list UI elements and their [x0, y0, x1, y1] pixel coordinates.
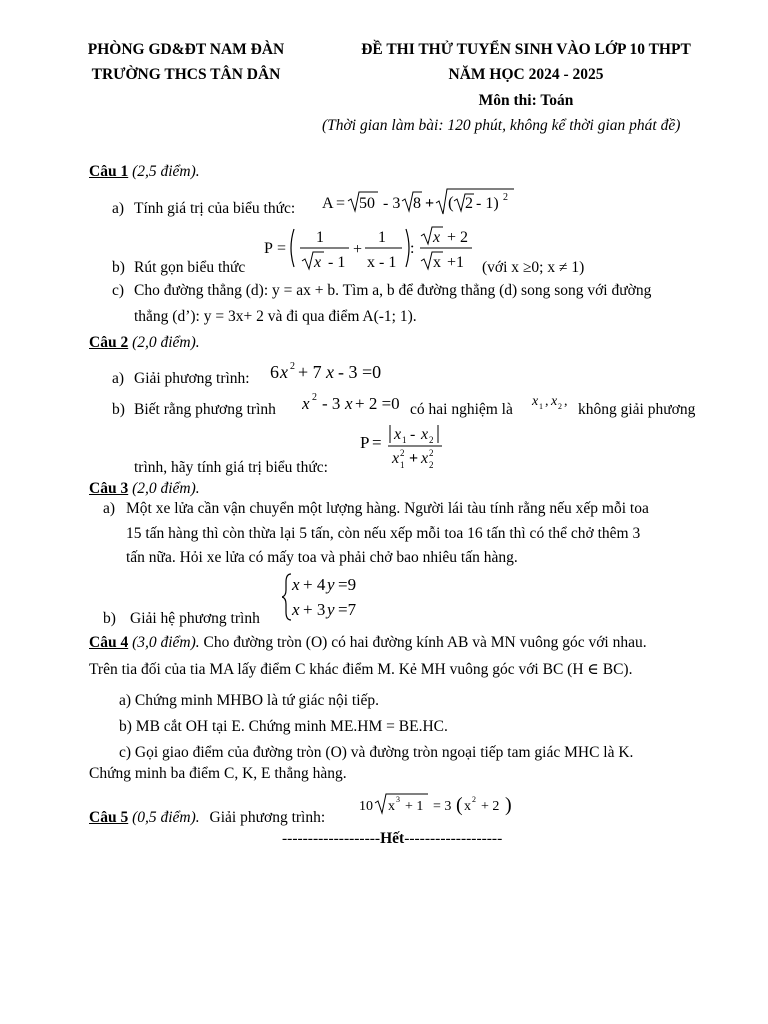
svg-text:6: 6: [270, 362, 279, 382]
svg-text:+ 3: + 3: [303, 600, 326, 619]
svg-text:2: 2: [472, 795, 476, 804]
q2b-roots: [530, 389, 576, 413]
q4c-text-line1: c) Gọi giao điểm của đường tròn (O) và đường tròn ngoại tiếp tam giác MHC là K.: [119, 744, 634, 761]
q2a-equation: [270, 358, 390, 384]
q2-points: (2,0 điểm).: [132, 334, 200, 351]
q1c-label: c): [112, 282, 125, 299]
school-year: NĂM HỌC 2024 - 2025: [448, 66, 604, 83]
q2a-label: a): [112, 370, 125, 387]
svg-text:): ): [505, 794, 512, 816]
svg-text:+: +: [409, 450, 419, 467]
svg-text:- 1): - 1): [476, 195, 499, 212]
q2-heading: [89, 334, 200, 352]
q2a-text: Giải phương trình:: [134, 370, 250, 387]
q1b-label: b): [112, 259, 125, 276]
svg-text:P: P: [264, 240, 273, 257]
svg-text:- 3: - 3: [383, 195, 401, 212]
svg-text:x: x: [345, 394, 353, 413]
svg-text:x: x: [314, 254, 322, 271]
svg-text:-: -: [410, 426, 416, 443]
svg-text:x: x: [551, 394, 558, 409]
q4c-text-line2: Chứng minh ba điểm C, K, E thẳng hàng.: [89, 765, 347, 782]
svg-text:x: x: [394, 426, 402, 443]
svg-text:+ 7: + 7: [298, 362, 322, 382]
q1b-expression: [264, 223, 484, 273]
svg-text:+: +: [425, 195, 435, 212]
svg-text:x: x: [280, 362, 288, 382]
svg-text:P: P: [360, 433, 370, 452]
svg-text:2: 2: [312, 392, 317, 403]
q4-points: (3,0 điểm).: [132, 634, 200, 651]
q3-title: Câu 3: [89, 480, 129, 497]
svg-text:y: y: [327, 600, 335, 619]
q2b-label: b): [112, 401, 125, 418]
q1c-text-line1: Cho đường thẳng (d): y = ax + b. Tìm a, b để đường thẳng (d) song song với đường: [134, 282, 652, 299]
svg-text:x: x: [433, 254, 441, 271]
time-note: (Thời gian làm bài: 120 phút, không kể thời gian phát đề): [322, 117, 681, 134]
q5-heading: [89, 809, 325, 827]
svg-text:2: 2: [558, 402, 562, 411]
q1b-condition: (với x ≥0; x ≠ 1): [482, 259, 585, 276]
q1-heading: [89, 163, 200, 181]
q1a-expression: [322, 187, 522, 217]
q5-points: (0,5 điểm).: [132, 809, 200, 826]
svg-text:x: x: [388, 799, 395, 814]
q4-title: Câu 4: [89, 634, 129, 651]
svg-text:x: x: [292, 575, 300, 594]
q1a-text: Tính giá trị của biểu thức:: [134, 200, 296, 217]
svg-text:(: (: [456, 794, 463, 816]
svg-text:x: x: [421, 450, 429, 467]
svg-text:1: 1: [378, 229, 386, 246]
svg-text:2: 2: [465, 195, 473, 212]
q1-points: (2,5 điểm).: [132, 163, 200, 180]
svg-text:x: x: [421, 426, 429, 443]
svg-text:x: x: [302, 394, 310, 413]
svg-text:10: 10: [359, 799, 373, 814]
svg-text:1: 1: [539, 402, 543, 411]
svg-text:2: 2: [290, 361, 295, 372]
svg-text:x: x: [392, 450, 400, 467]
svg-text:x - 1: x - 1: [367, 254, 397, 271]
svg-text:2: 2: [429, 460, 434, 470]
svg-text:= 3: = 3: [433, 799, 452, 814]
end-dashes-right: -------------------: [404, 830, 503, 847]
q5-title: Câu 5: [89, 809, 129, 826]
svg-text:x: x: [433, 229, 441, 246]
q1b-text: Rút gọn biểu thức: [134, 259, 246, 276]
exam-title: ĐỀ THI THỬ TUYỂN SINH VÀO LỚP 10 THPT: [361, 41, 691, 58]
end-dashes-left: -------------------: [282, 830, 381, 847]
q4-heading: [89, 634, 647, 652]
q2b-text-3: không giải phương: [578, 401, 696, 418]
svg-text:+ 2 =0: + 2 =0: [355, 394, 400, 413]
q2-title: Câu 2: [89, 334, 129, 351]
school-dept: PHÒNG GD&ĐT NAM ĐÀN: [87, 41, 285, 58]
svg-text:2: 2: [429, 448, 434, 458]
q2b-expression: [360, 421, 450, 473]
svg-text:+ 1: + 1: [405, 799, 424, 814]
svg-text:+ 2: + 2: [481, 799, 500, 814]
q4-text-line2: Trên tia đối của tia MA lấy điểm C khác điểm M. Kẻ MH vuông góc với BC (H ∈ BC).: [89, 661, 633, 678]
svg-text:=: =: [336, 195, 346, 212]
q3-points: (2,0 điểm).: [132, 480, 200, 497]
svg-text:=7: =7: [338, 600, 357, 619]
q3b-label: b): [103, 610, 116, 627]
svg-text:x: x: [292, 600, 300, 619]
svg-text:y: y: [327, 575, 335, 594]
svg-text:(: (: [448, 193, 454, 212]
svg-text:+: +: [353, 241, 363, 258]
svg-text:50: 50: [359, 195, 375, 212]
svg-text:,: ,: [545, 394, 549, 409]
svg-text:x: x: [326, 362, 334, 382]
subject: Môn thi: Toán: [478, 92, 574, 109]
svg-text:8: 8: [413, 195, 421, 212]
end-label: Hết: [380, 830, 405, 847]
svg-text:- 3 =0: - 3 =0: [338, 362, 382, 382]
svg-text:+1: +1: [447, 254, 465, 271]
q1a-label: a): [112, 200, 125, 217]
q3a-text-line2: 15 tấn hàng thì còn thừa lại 5 tấn, còn nếu xếp mỗi toa 16 tấn thì có thể chở thêm 3: [126, 525, 641, 542]
svg-text:=: =: [277, 240, 287, 257]
q2b-text-1: Biết rằng phương trình: [134, 401, 276, 418]
q5-text: Giải phương trình:: [209, 809, 326, 826]
q3b-text: Giải hệ phương trình: [130, 610, 260, 627]
q2b-text-2: có hai nghiệm là: [410, 401, 513, 418]
q3a-text-line3: tấn nữa. Hỏi xe lửa có mấy toa và phải chở bao nhiêu tấn hàng.: [126, 549, 518, 566]
svg-text:+ 4: + 4: [303, 575, 326, 594]
q2b-equation: [302, 390, 412, 416]
svg-text:2: 2: [429, 435, 434, 445]
svg-text:A: A: [322, 195, 334, 212]
q4b-text: b) MB cắt OH tại E. Chứng minh ME.HM = BE.HC.: [119, 718, 448, 735]
svg-text:,: ,: [564, 394, 568, 409]
svg-text:- 1: - 1: [328, 254, 346, 271]
q5-equation: [359, 790, 524, 818]
q3-heading: [89, 480, 200, 498]
svg-text:x: x: [532, 394, 539, 409]
svg-text:+ 2: + 2: [447, 229, 469, 246]
svg-text:x: x: [464, 799, 471, 814]
svg-text:1: 1: [400, 460, 405, 470]
q1-title: Câu 1: [89, 163, 129, 180]
svg-text:1: 1: [316, 229, 324, 246]
svg-text::: :: [410, 240, 415, 257]
end-line: [282, 830, 502, 848]
svg-text:3: 3: [396, 795, 400, 804]
svg-text:1: 1: [402, 435, 407, 445]
q1c-text-line2: thẳng (d’): y = 3x+ 2 và đi qua điểm A(-1; 1).: [134, 308, 417, 325]
svg-text:- 3: - 3: [322, 394, 341, 413]
q2b-text-4: trình, hãy tính giá trị biểu thức:: [134, 459, 328, 476]
school-name: TRƯỜNG THCS TÂN DÂN: [91, 66, 281, 83]
svg-text:=: =: [372, 433, 382, 452]
q3a-label: a): [103, 500, 116, 517]
q4-text-line1: Cho đường tròn (O) có hai đường kính AB và MN vuông góc với nhau.: [203, 634, 647, 651]
svg-text:2: 2: [503, 192, 508, 203]
svg-text:2: 2: [400, 448, 405, 458]
q3b-system: [282, 570, 372, 624]
q3a-text-line1: Một xe lửa cần vận chuyển một lượng hàng. Người lái tàu tính rằng nếu xếp mỗi toa: [126, 500, 649, 517]
svg-text:=9: =9: [338, 575, 357, 594]
q4a-text: a) Chứng minh MHBO là tứ giác nội tiếp.: [119, 692, 380, 709]
